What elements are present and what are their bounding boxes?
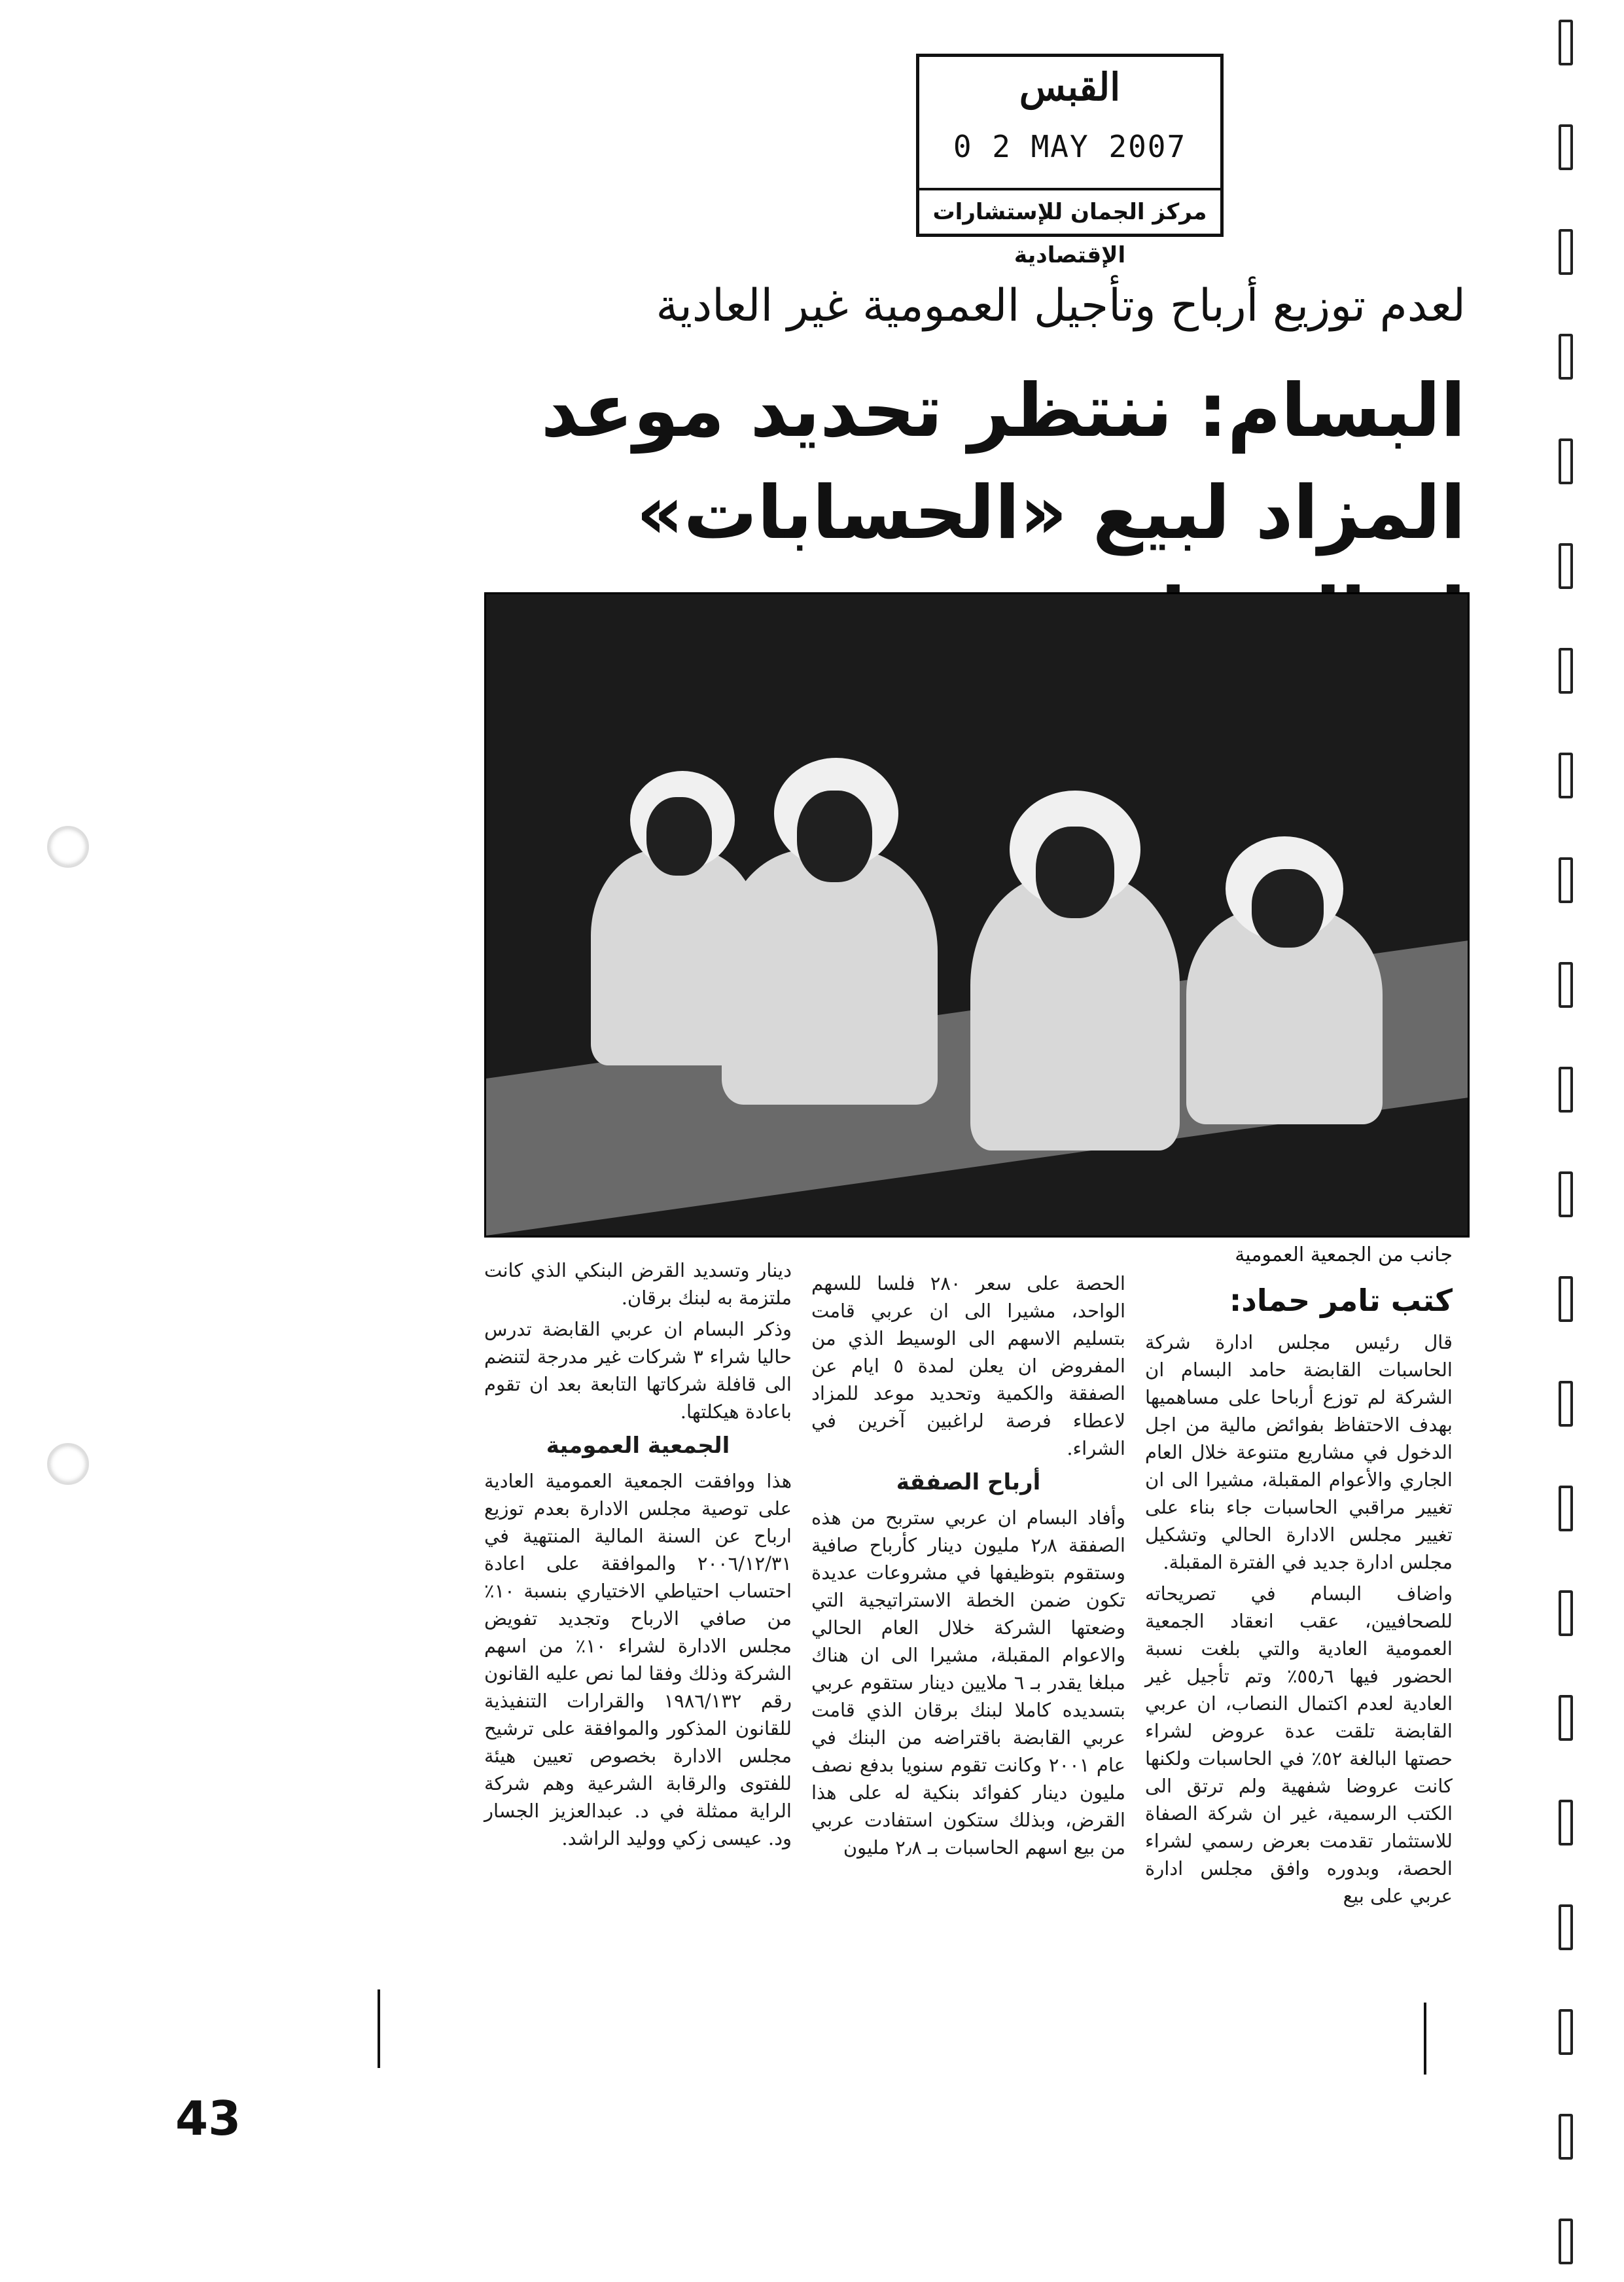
paragraph: الحصة على سعر ٢٨٠ فلسا للسهم الواحد، مشيرا الى ان عربي قامت بتسليم الاسهم الى الوسيط الذي من المفروض ان يعلن لمدة ٥ ايام عن الصفقة والكمية وتحديد موعد للمزاد لاعطاء فرصة لراغبين آخرين في الشراء. [811,1272,1125,1459]
paragraph: واضاف البسام في تصريحاته للصحافيين، عقب انعقاد الجمعية العمومية العادية والتي بلغت نسبة الحضور فيها ٥٥٫٦٪ وتم تأجيل غير العادية لعدم اكتمال النصاب، ان عربي القابضة تلقت عدة عروض لشراء حصتها البالغة ٥٢٪ في الحاسبات ولكنها كانت عروضا شفهية ولم ترتق الى الكتب الرسمية، غير ان شركة الصفاة للاستثمار تقدمت بعرض رسمي لشراء الحصة، وبدوره وافق مجلس ادارة عربي على بيع [1145,1582,1453,1907]
stamp-organization: مركز الجمان للإستشارات الإقتصادية [919,188,1220,234]
article-column-1 [1145,1328,1453,1914]
newspaper-logo: القبس [1019,65,1121,109]
article-column-3 [484,1257,792,1856]
paragraph: قال رئيس مجلس ادارة شركة الحاسبات القابضة حامد البسام ان الشركة لم توزع أرباحا على مساهميها بهدف الاحتفاظ بفوائض مالية من اجل الدخول في مشاريع متنوعة خلال العام الجاري والأعوام المقبلة، مشيرا الى ان تغيير مراقبي الحاسبات جاء بناء على تغيير مجلس الادارة الحالي وتشكيل مجلس ادارة جديد في الفترة المقبلة. [1145,1331,1453,1573]
photo-caption: جانب من الجمعية العمومية [1235,1243,1453,1266]
pen-mark [378,1989,380,2068]
subheading: الجمعية العمومية [546,1433,730,1459]
headline-line-1: البسام: ننتظر تحديد موعد [540,368,1466,454]
headline-line-2: المزاد لبيع «الحسابات» [636,471,1466,556]
subheading: أرباح الصفقة [896,1469,1041,1495]
article-kicker: لعدم توزيع أرباح وتأجيل العمومية غير العادية [656,280,1466,332]
newspaper-clipping [458,275,1466,2068]
pen-mark [1424,2003,1426,2075]
paragraph: وأفاد البسام ان عربي ستربح من هذه الصفقة ٢٫٨ مليون دينار كأرباح صافية وستقوم بتوظيفها في مشروعات عديدة تكون ضمن الخطة الاستراتيجية التي وضعتها الشركة خلال العام الحالي والاعوام المقبلة، مشيرا الى ان هناك مبلغا يقدر بـ ٦ ملايين دينار ستقوم عربي بتسديده كاملا لبنك برقان الذي قامت عربي القابضة باقتراضه من البنك في عام ٢٠٠١ وكانت تقوم سنويا بدفع نصف مليون دينار كفوائد بنكية له على هذا القرض، وبذلك ستكون استفادت عربي من بيع اسهم الحاسبات بـ ٢٫٨ مليون [811,1506,1125,1859]
stamp-date: 0 2 MAY 2007 [953,129,1187,164]
punch-hole [47,1443,89,1485]
punch-hole [47,826,89,868]
article-column-2 [811,1270,1125,1865]
paragraph: دينار وتسديد القرض البنكي الذي كانت ملتزمة به لبنك برقان. [484,1259,792,1309]
byline: كتب تامر حماد: [1229,1283,1453,1318]
page-number: 43 [175,2091,241,2146]
paragraph: وذكر البسام ان عربي القابضة تدرس حاليا شراء ٣ شركات غير مدرجة لتنضم الى قافلة شركاتها التابعة بعد ان تقوم باعادة هيكلتها. [484,1318,792,1423]
paragraph: هذا ووافقت الجمعية العمومية العادية على توصية مجلس الادارة بعدم توزيع ارباح عن السنة المالية المنتهية في ٢٠٠٦/١٢/٣١ والموافقة على اعادة احتساب احتياطي الاختياري بنسبة ١٠٪ من صافي الارباح وتجديد تفويض مجلس الادارة لشراء ١٠٪ من اسهم الشركة وذلك وفقا لما نص عليه القانون رقم ١٩٨٦/١٣٢ والقرارات التنفيذية للقانون المذكور والموافقة على ترشيح مجلس الادارة بخصوص تعيين هيئة للفتوى والرقابة الشرعية وهم شركة الراية ممثلة في د. عبدالعزيز الجسار ود. عيسى زكي ووليد الراشد. [484,1470,792,1849]
article-photo [484,592,1470,1238]
source-stamp [916,54,1224,268]
binder-edge [1559,13,1585,2264]
